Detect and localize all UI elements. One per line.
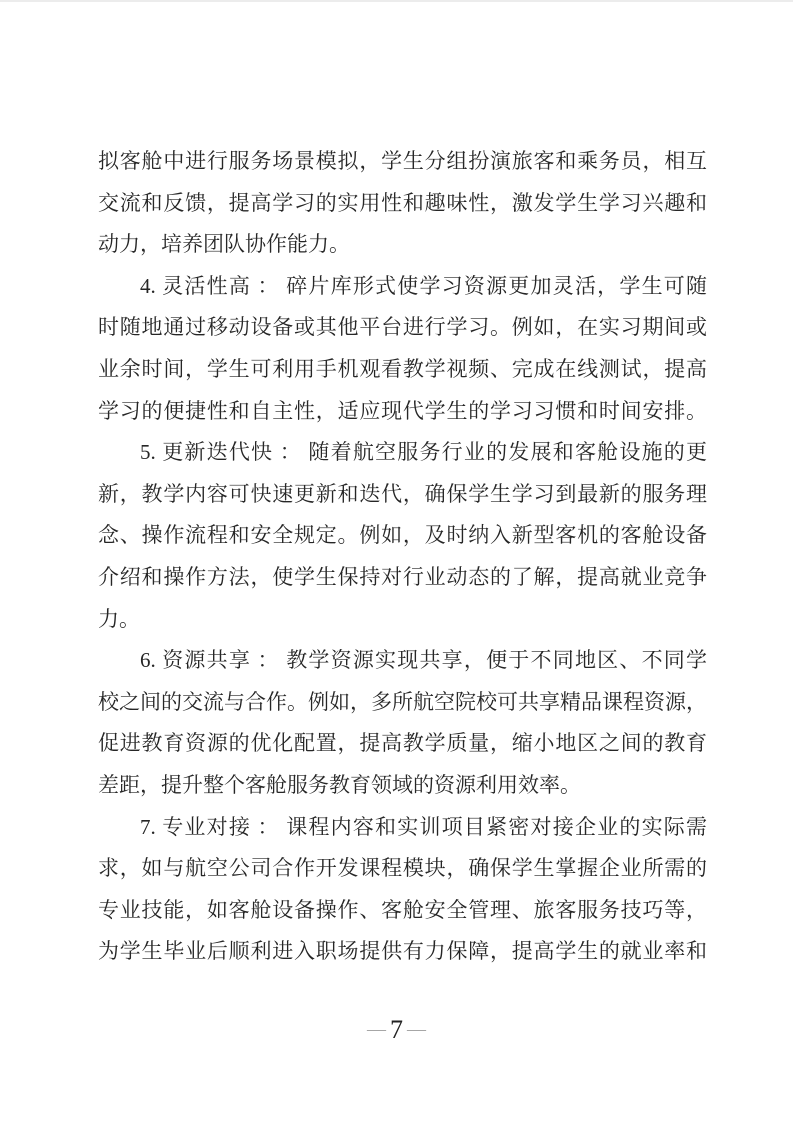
text-line: 校之间的交流与合作。例如，多所航空院校可共享精品课程资源， [98, 689, 707, 714]
page-number: 7 [390, 1015, 403, 1044]
text-line: 拟客舱中进行服务场景模拟，学生分组扮演旅客和乘务员，相互 [98, 149, 707, 173]
text-line: 学习的便捷性和自主性，适应现代学生的学习习惯和时间安排。 [98, 398, 707, 423]
text-line: 促进教育资源的优化配置，提高教学质量，缩小地区之间的教育 [98, 731, 707, 756]
text-line: 5. 更新迭代快 ： 随着航空服务行业的发展和客舱设施的更 [140, 440, 707, 465]
text-line: 介绍和操作方法，使学生保持对行业动态的了解，提高就业竞争 [98, 564, 707, 589]
text-line: 专业技能，如客舱设备操作、客舱安全管理、旅客服务技巧等， [98, 897, 707, 922]
text-line: 交流和反馈，提高学习的实用性和趣味性，激发学生学习兴趣和 [98, 190, 707, 215]
text-line: 业余时间，学生可利用手机观看教学视频、完成在线测试，提高 [98, 356, 707, 381]
text-line: 时随地通过移动设备或其他平台进行学习。例如，在实习期间或 [98, 315, 707, 340]
document-body [98, 141, 707, 973]
page-number-right-dash: — [407, 1019, 426, 1040]
text-line: 4. 灵活性高 ： 碎片库形式使学习资源更加灵活，学生可随 [140, 273, 707, 298]
text-line: 6. 资源共享 ： 教学资源实现共享，便于不同地区、不同学 [140, 648, 707, 673]
page-number-left-dash: — [367, 1019, 386, 1040]
page-top-edge [0, 0, 793, 2]
text-line: 念、操作流程和安全规定。例如，及时纳入新型客机的客舱设备 [98, 523, 707, 548]
page-footer [0, 1014, 793, 1046]
text-line: 新，教学内容可快速更新和迭代，确保学生学习到最新的服务理 [98, 481, 707, 506]
text-line: 力。 [98, 606, 140, 631]
text-line: 差距，提升整个客舱服务教育领域的资源利用效率。 [98, 772, 581, 797]
text-line: 动力，培养团队协作能力。 [98, 232, 350, 257]
text-line: 为学生毕业后顺利进入职场提供有力保障，提高学生的就业率和 [98, 939, 707, 964]
text-line: 求，如与航空公司合作开发课程模块，确保学生掌握企业所需的 [98, 856, 707, 881]
text-line: 7. 专业对接 ： 课程内容和实训项目紧密对接企业的实际需 [140, 814, 707, 839]
